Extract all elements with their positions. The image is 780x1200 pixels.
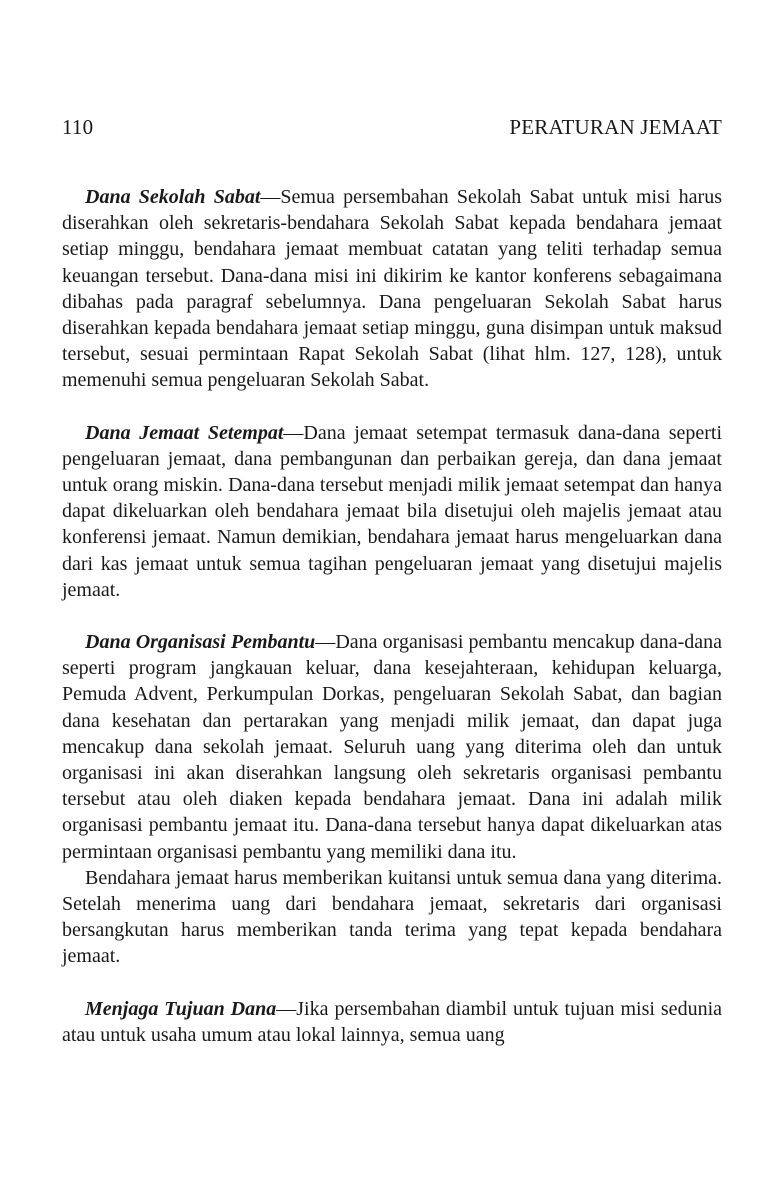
section-dana-organisasi-pembantu [62, 629, 722, 970]
paragraph [62, 629, 722, 865]
run-in-heading: Menjaga Tujuan Dana [85, 997, 277, 1020]
page-number: 110 [62, 115, 94, 139]
section-dana-jemaat-setempat [62, 420, 722, 603]
run-in-heading: Dana Jemaat Setempat [85, 421, 284, 444]
running-title: PERATURAN JEMAAT [509, 115, 722, 139]
run-in-heading: Dana Organisasi Pembantu [85, 631, 316, 654]
paragraph-text: —Dana organisasi pembantu mencakup dana-dana seperti program jangkauan keluar, dana kesejahteraan, kehidupan keluarga, Pemuda Advent, Perkumpulan Dorkas, pengeluaran Sekolah Sabat, dan bagian dana kesehatan dan pertarakan yang menjadi milik jemaat, dan dapat juga mencakup dana sekolah jemaat. Seluruh uang yang diterima oleh dan untuk organisasi ini akan diserahkan langsung oleh sekretaris organisasi pembantu tersebut atau oleh diaken kepada bendahara jemaat. Dana ini adalah milik organisasi pembantu jemaat itu. Dana-dana tersebut hanya dapat dikeluarkan atas permintaan organisasi pembantu yang memiliki dana itu. [62, 631, 722, 863]
section-menjaga-tujuan-dana [62, 996, 722, 1048]
section-dana-sekolah-sabat [62, 184, 722, 394]
run-in-heading: Dana Sekolah Sabat [85, 186, 261, 208]
paragraph-text: —Semua persembahan Sekolah Sabat untuk misi harus diserahkan oleh sekretaris-bendahara Sekolah Sabat kepada bendahara jemaat setiap minggu, bendahara jemaat membuat catatan yang teliti terhadap semua keuangan tersebut. Dana-dana misi ini dikirim ke kantor konferens sebagaimana dibahas pada paragraf sebelumnya. Dana pengeluaran Sekolah Sabat harus diserahkan kepada bendahara jemaat setiap minggu, guna disimpan untuk maksud tersebut, sesuai permintaan Rapat Sekolah Sabat (lihat hlm. 127, 128), untuk memenuhi semua pengeluaran Sekolah Sabat. [62, 186, 722, 392]
book-page [62, 112, 722, 1048]
running-head [62, 112, 722, 142]
paragraph [62, 865, 722, 970]
paragraph [62, 996, 722, 1048]
paragraph-text: —Dana jemaat setempat termasuk dana-dana seperti pengeluaran jemaat, dana pembangunan dan perbaikan gereja, dan dana jemaat untuk orang miskin. Dana-dana tersebut menjadi milik jemaat setempat dan hanya dapat dikeluarkan oleh bendahara jemaat bila disetujui oleh majelis jemaat atau konferensi jemaat. Namun demikian, bendahara jemaat harus mengeluarkan dana dari kas jemaat untuk semua tagihan pengeluaran jemaat yang disetujui majelis jemaat. [62, 421, 723, 601]
paragraph-text: —Jika persembahan diambil untuk tujuan misi sedunia atau untuk usaha umum atau lokal lainnya, semua uang [62, 997, 722, 1046]
paragraph [62, 184, 722, 394]
paragraph [62, 420, 722, 603]
paragraph-text: Bendahara jemaat harus memberikan kuitansi untuk semua dana yang diterima. Setelah menerima uang dari bendahara jemaat, sekretaris dari organisasi bersangkutan harus memberikan tanda terima yang tepat kepada bendahara jemaat. [62, 866, 722, 968]
